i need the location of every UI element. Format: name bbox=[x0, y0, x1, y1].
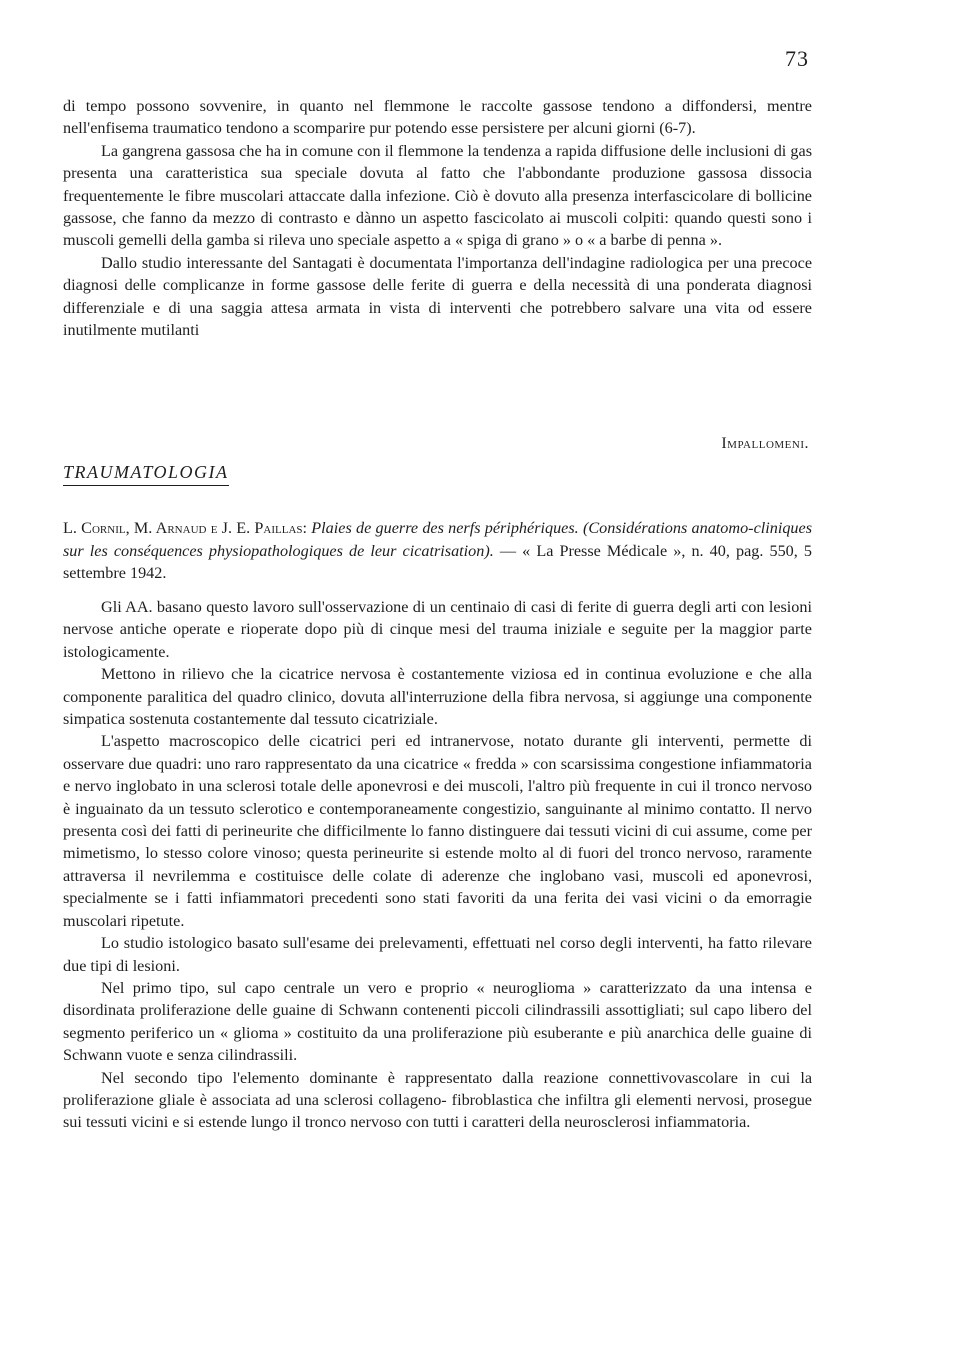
paragraph-santagati: Dallo studio interessante del Santagati è documentata l'importanza dell'indagine radiologica per una precoce diagnosi delle complicanze in forme gassose delle ferite di guerra e della necessità di una ponderata diagnosi differenziale e di una saggia attesa armata in vista di interventi che potrebbero salvare una vita od essere inutilmente mutilanti bbox=[63, 253, 812, 340]
top-text-block bbox=[63, 95, 812, 341]
body-paragraph-1: Gli AA. basano questo lavoro sull'osservazione di un centinaio di casi di ferite di guerra degli arti con lesioni nervose antiche operate e rioperate dopo più di cinque mesi del trauma iniziale e seguite per la maggior parte istologicamente. bbox=[63, 598, 812, 661]
body-paragraph-3: L'aspetto macroscopico delle cicatrici peri ed intranervose, notato durante gli interventi, permette di osservare due quadri: uno raro rappresentato da una cicatrice « fredda » con scarsissima congestione infiammatoria e nervo inglobato in una sclerosi totale delle aponevrosi e dei muscoli, l'altro più frequente in cui il tronco nervoso è inguainato da un tessuto sclerotico e contemporaneamente congestizio, sanguinante al minimo contatto. Il nervo presenta così dei fatti di perineurite che difficilmente lo fanno distinguere dai tessuti vicini di cui assume, come per mimetismo, lo stesso colore vinoso; questa perineurite si estende molto al di fuori del tronco nervoso, raramente attraversa il nevrilemma e costituisce delle colate di aderenze che inglobano vasi, muscoli ed aponevrosi, specialmente se i fatti infiammatori precedenti sono stati favoriti da una ferita dei vasi vicini o da emorragie muscolari ripetute. bbox=[63, 732, 812, 930]
page-number: 73 bbox=[785, 46, 809, 71]
review-signature: Impallomeni. bbox=[721, 435, 809, 452]
citation bbox=[63, 517, 812, 585]
body-text-block bbox=[63, 596, 812, 1134]
section-title: TRAUMATOLOGIA bbox=[63, 462, 229, 486]
body-paragraph-5: Nel primo tipo, sul capo centrale un vero e proprio « neuroglioma » caratterizzato da una intensa e disordinata proliferazione delle guaine di Schwann contenenti piccoli cilindrassili assottigliati; sul capo libero del segmento periferico un « glioma » costituito da una proliferazione più esuberante e più anarchica delle guaine di Schwann vuote e senza cilindrassili. bbox=[63, 978, 812, 1065]
body-paragraph-4: Lo studio istologico basato sull'esame dei prelevamenti, effettuati nel corso degli interventi, ha fatto rilevare due tipi di lesioni. bbox=[63, 934, 812, 975]
citation-title: Plaies de guerre des nerfs périphériques. (Considérations anatomo-cliniques sur les conséquences physiopathologiques de leur cicatrisation). bbox=[63, 519, 813, 560]
paragraph-continuation: di tempo possono sovvenire, in quanto nel flemmone le raccolte gassose tendono a diffondersi, mentre nell'enfisema traumatico tendono a scomparire pur potendo esse persistere per alcuni giorni (6-7). bbox=[63, 97, 812, 138]
citation-authors: L. Cornil, M. Arnaud e J. E. Paillas: bbox=[63, 519, 308, 537]
body-paragraph-2: Mettono in rilievo che la cicatrice nervosa è costantemente viziosa ed in continua evoluzione e che alla componente paralitica del quadro clinico, dovuta all'interruzione della fibra nervosa, si aggiunge una componente simpatica sostenuta costantemente dal tessuto cicatriziale. bbox=[63, 665, 812, 729]
paragraph-gangrene: La gangrena gassosa che ha in comune con il flemmone la tendenza a rapida diffusione delle inclusioni di gas presenta una caratteristica sua speciale dovuta al fatto che l'abbondante produzione gassosa dissocia frequentemente le fibre muscolari attaccate dalla infezione. Ciò è dovuto alla presenza interfascicolare di bollicine gassose, che fanno da mezzo di contrasto e dànno un aspetto fascicolato ai muscoli colpiti: quando questi sono i muscoli gemelli della gamba si rileva uno speciale aspetto a « spiga di grano » o « a barbe di penna ». bbox=[63, 141, 812, 250]
body-paragraph-6: Nel secondo tipo l'elemento dominante è rappresentato dalla reazione connettivovascolare in cui la proliferazione gliale è associata ad una sclerosi collageno- fibroblastica che infiltra gli elementi nervosi, prosegue sui tessuti vicini e si estende lungo il tronco nervoso con tutti i caratteri della neurosclerosi infiammatoria. bbox=[63, 1068, 812, 1132]
citation-source: — « La Presse Médicale », n. 40, pag. 550, 5 settembre 1942. bbox=[63, 541, 813, 583]
